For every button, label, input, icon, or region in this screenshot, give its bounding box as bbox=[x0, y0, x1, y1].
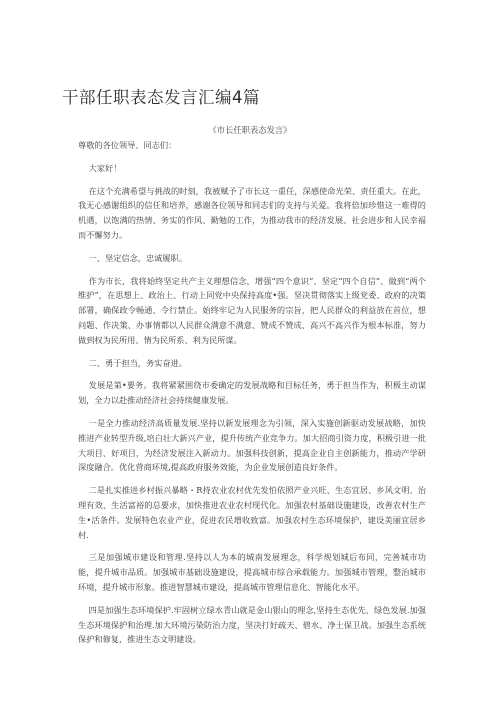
paragraph-economy: 一是全力推动经济高质量发展.坚持以新发展理念为引领，深入实施创新驱动发展战略，加快推进产业转型升级,培白壮大新兴产业，提升传统产业竞争力。加大招商引资力度，积极引进一批大项目、好项目，为经济发展注入新动力。加强科技创新，提高企业自主创新能力，推动产学研深度融合。优化营商环境,提高政府服务效能，为企业发展创造良好条件。 bbox=[78, 417, 426, 473]
salutation: 尊敬的各位领导、同志们： bbox=[78, 140, 177, 150]
greeting: 大家好！ bbox=[88, 162, 122, 173]
paragraph-development: 发展是第•要务。我将紧紧围绕市委确定的发展战略和目标任务，勇于担当作为，积极主动谋划，全力以赴推动经济社会持续健康发展。 bbox=[78, 380, 426, 406]
paragraph-urban: 三是加强城市建设和管理.坚持以人为本的城南发展理念，科学规划城后布同，完善城市功能，提升城市品质。加强城市基础设施建设，提高城市综合承载能力。加强城市管理，整治城市环境，提升城市形象。推进智慧城市建设，提高城市管理信息化、智能化水平。 bbox=[78, 552, 426, 592]
paragraph-ecology: 四是加强生态环境保护.牢固树立绿水青山就是金山银山的理念,坚持生态优先、绿色发展.加强生态环境保护和治理.加大环境污染防治力度，坚决打好疏天、碧水、净土保卫战。加强生态系统保护和修复，推进生态文明建设。 bbox=[78, 604, 426, 645]
section-heading-2: 二、勇于担当，务实奋进。 bbox=[88, 357, 187, 368]
section-heading-1: 一、坚定信念，忠诚履职。 bbox=[88, 252, 187, 263]
document-title: 干部任职表态发言汇编4篇 bbox=[62, 88, 260, 107]
paragraph-loyalty: 作为市长，我将始终坚定共产主义理想信念，增强“四个意识”、坚定“四个自信”、做到“两个维护”，在思想上、政治上、行动上同党中央保持高度•强。坚决贯彻落实上级党委、政府的决策部署，确保政令畅通、令行禁止。始终牢记为人民服务的宗旨，把人民群众的利益放在首位，想问题、作决策、办事情都以人民群众满意不满意、赞成不赞成、高兴不高兴作为根本标准，努力做到权为民所用、情为民所系、利为民所谋。 bbox=[78, 275, 426, 345]
paragraph-intro: 在这个充满希望与挑战的时刻，我被赋予了市长这一重任，深感使命光荣、责任重大。在此，我无心感谢组织的信任和培养，感谢各位领导和同志们的支持与关爱。我将倍加珍惜这一难得的机遇，以饱满的热情、务实的作风、勤勉的工作，为推动我市的经济发展、社会进步和人民幸福而不懈努力。 bbox=[78, 185, 426, 240]
document-body bbox=[78, 138, 426, 647]
paragraph-rural: 二是扎实推进乡村振兴暴略・R持农业农村优先发怕依照产业兴旺、生态宜居、乡风文明、治理有效、生活富裕的总要求，加快推进农业农村现代化。加强农村基础设施建设，改善农村生产生•活条件。发展特色农业产业，促进农民增收致富。加强农村生态环境保护，建设美丽宜居乡村. bbox=[78, 485, 426, 540]
document-subtitle: 《市长任职表态发言》 bbox=[208, 125, 292, 135]
